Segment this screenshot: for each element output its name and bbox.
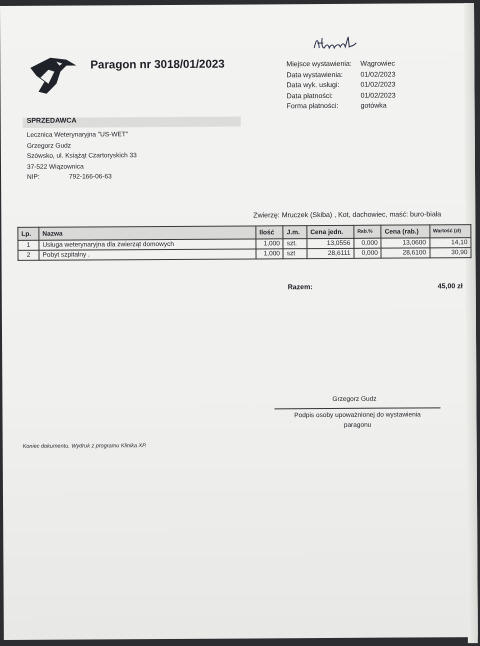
col-header-name: Nazwa [39, 226, 256, 240]
table-row [18, 248, 471, 261]
cell-lp: 1 [18, 240, 39, 250]
cell-unit-price: 28,6111 [307, 248, 354, 258]
document-footer: Koniec dokumentu. Wydruk z programu Klinika XP. [22, 443, 147, 450]
seller-heading: SPRZEDAWCA [26, 117, 77, 125]
col-header-unit: J.m. [283, 226, 307, 239]
total-value: 45,00 zł [437, 283, 463, 291]
col-header-unit-price: Cena jedn. [307, 225, 354, 238]
meta-value: Wągrowiec [360, 60, 396, 68]
meta-label: Miejsce wystawienia: [286, 60, 352, 69]
bird-logo-icon [26, 54, 78, 98]
col-header-lp: Lp. [18, 227, 39, 240]
patient-info: Zwierzę: Mruczek (Skiba) , Kot, dachowiec, maść: buro-biała [253, 211, 442, 220]
cell-value: 30,90 [430, 248, 472, 258]
meta-row [287, 91, 396, 102]
meta-value: gotówka [360, 102, 387, 110]
meta-row [287, 102, 396, 113]
meta-value: 01/02/2023 [360, 71, 396, 79]
cell-discount: 0,000 [354, 238, 381, 248]
meta-value: 01/02/2023 [360, 92, 396, 100]
cell-name: Usługa weterynaryjna dla zwierząt domowych [39, 239, 256, 250]
cell-qty: 1,000 [256, 239, 283, 249]
nip-value: 792-166-06-63 [69, 173, 112, 181]
cell-discounted-price: 13,0600 [381, 238, 429, 248]
col-header-discount: Rab.% [354, 225, 381, 238]
seller-nip-row [27, 172, 137, 183]
col-header-value: Wartość (zł) [429, 225, 471, 238]
signer-name: Grzegorz Gudz [332, 395, 377, 403]
page-edge [464, 3, 478, 643]
meta-row [286, 81, 395, 92]
seller-name: Lecznica Weterynaryjna "US-WET" [26, 131, 129, 139]
seller-block [27, 130, 137, 183]
meta-label: Data wystawienia: [286, 71, 343, 79]
signature-caption-line-2: paragonu [343, 421, 372, 429]
seller-street: Szówsko, ul. Książąt Czartoryskich 33 [26, 152, 137, 160]
meta-value: 01/02/2023 [360, 81, 396, 89]
cell-name: Pobyt szpitalny . [39, 249, 256, 260]
nip-label: NIP: [27, 173, 40, 181]
cell-value: 14,10 [429, 238, 471, 248]
receipt-meta [286, 60, 395, 113]
handwritten-signature [312, 34, 358, 52]
cell-lp: 2 [18, 250, 39, 260]
receipt-page [0, 3, 478, 640]
signature-caption [274, 410, 440, 431]
cell-unit: szt [283, 249, 307, 259]
meta-row [286, 70, 395, 81]
items-table [17, 224, 471, 261]
seller-city: 37-522 Wiązownica [26, 162, 84, 171]
receipt-title: Paragon nr 3018/01/2023 [90, 58, 225, 72]
meta-label: Data wyk. usługi: [286, 81, 340, 90]
cell-qty: 1,000 [256, 249, 283, 259]
cell-unit-price: 13,0556 [307, 238, 354, 248]
cell-unit: szt. [283, 239, 307, 249]
meta-label: Data płatności: [286, 92, 333, 100]
signature-caption-line-1: Podpis osoby upoważnionej do wystawienia [294, 411, 421, 420]
seller-person: Grzegorz Gudz [26, 142, 71, 150]
col-header-qty: Ilość [256, 226, 283, 239]
meta-label: Forma płatności: [286, 102, 339, 111]
meta-row [286, 60, 395, 71]
cell-discount: 0,000 [354, 248, 381, 258]
cell-discounted-price: 28,6100 [381, 248, 429, 258]
total-label: Razem: [287, 284, 313, 292]
signature-line [274, 407, 440, 409]
col-header-discounted-price: Cena (rab.) [381, 225, 429, 238]
